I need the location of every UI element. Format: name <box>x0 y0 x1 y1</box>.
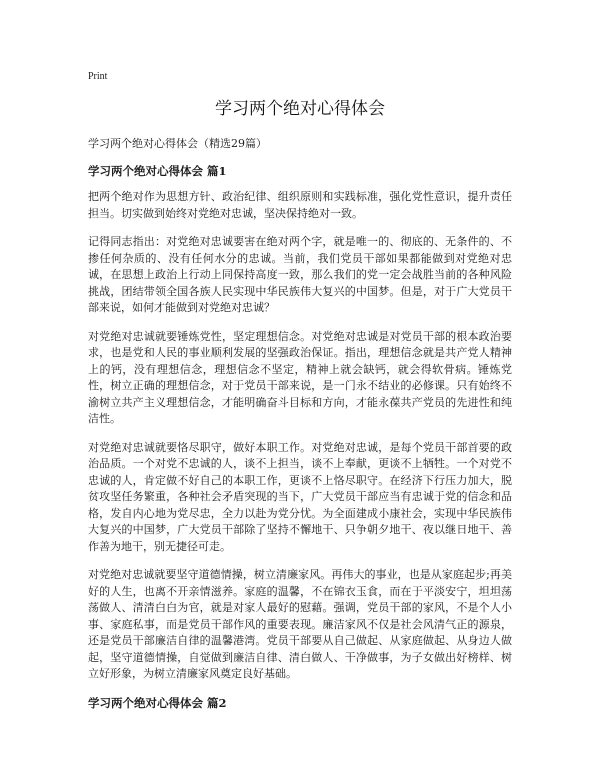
section-heading-1: 学习两个绝对心得体会 篇1 <box>88 164 227 178</box>
paragraph: 记得同志指出：对党绝对忠诚要害在绝对两个字，就是唯一的、彻底的、无条件的、不掺任何杂质的、没有任何水分的忠诚。当前，我们党员干部如果都能做到对党绝对忠诚，在思想上政治上行动上同保持高度一致，那么我们的党一定会战胜当前的各种风险挑战，团结带领全国各族人民实现中华民族伟大复兴的中国梦。但是，对于广大党员干部来说，如何才能做到对党绝对忠诚？ <box>88 235 512 314</box>
section-heading-2: 学习两个绝对心得体会 篇2 <box>88 695 227 710</box>
document-title: 学习两个绝对心得体会 <box>215 99 385 119</box>
document-page <box>88 70 512 721</box>
paragraph: 对党绝对忠诚就要锤炼党性，坚定理想信念。对党绝对忠诚是对党员干部的根本政治要求，也是党和人民的事业顺利发展的坚强政治保证。指出，理想信念就是共产党人精神上的钙，没有理想信念，理想信念不坚定，精神上就会缺钙，就会得软骨病。锤炼党性，树立正确的理想信念，对于党员干部来说，是一门永不结业的必修课。只有始终不渝树立共产主义理想信念，才能明确奋斗目标和方向，才能永葆共产党员的先进性和纯洁性。 <box>88 329 512 425</box>
print-label[interactable]: Print <box>88 71 108 82</box>
document-subtitle: 学习两个绝对心得体会（精选29篇） <box>88 137 267 150</box>
paragraph: 对党绝对忠诚就要恪尽职守，做好本职工作。对党绝对忠诚，是每个党员干部首要的政治品质。一个对党不忠诚的人，谈不上担当，谈不上奉献，更谈不上牺牲。一个对党不忠诚的人，肯定做不好自己的本职工作，更谈不上恪尽职守。在经济下行压力加大，脱贫攻坚任务繁重，各种社会矛盾突现的当下，广大党员干部应当有忠诚于党的信念和品格，发自内心地为党尽忠，全力以赴为党分忧。为全面建成小康社会，实现中华民族伟大复兴的中国梦，广大党员干部除了坚持不懈地干、只争朝夕地干、夜以继日地干、善作善为地干，别无捷径可走。 <box>88 440 512 553</box>
paragraph: 把两个绝对作为思想方针、政治纪律、组织原则和实践标准，强化党性意识，提升责任担当。切实做到始终对党绝对忠诚，坚决保持绝对一致。 <box>88 190 512 220</box>
paragraph: 对党绝对忠诚就要坚守道德情操，树立清廉家风。再伟大的事业，也是从家庭起步;再美好的人生，也离不开亲情滋养。家庭的温馨，不在锦衣玉食，而在于平淡安宁，坦坦荡荡做人、清清白白为官，就是对家人最好的慰藉。强调，党员干部的家风，不是个人小事、家庭私事，而是党员干部作风的重要表现。廉洁家风不仅是社会风清气正的源泉，还是党员干部廉洁自律的温馨港湾。党员干部要从自己做起、从家庭做起、从身边人做起，坚守道德情操，自觉做到廉洁自律、清白做人、干净做事，为子女做出好榜样、树立好形象，为树立清廉家风奠定良好基础。 <box>88 568 512 680</box>
